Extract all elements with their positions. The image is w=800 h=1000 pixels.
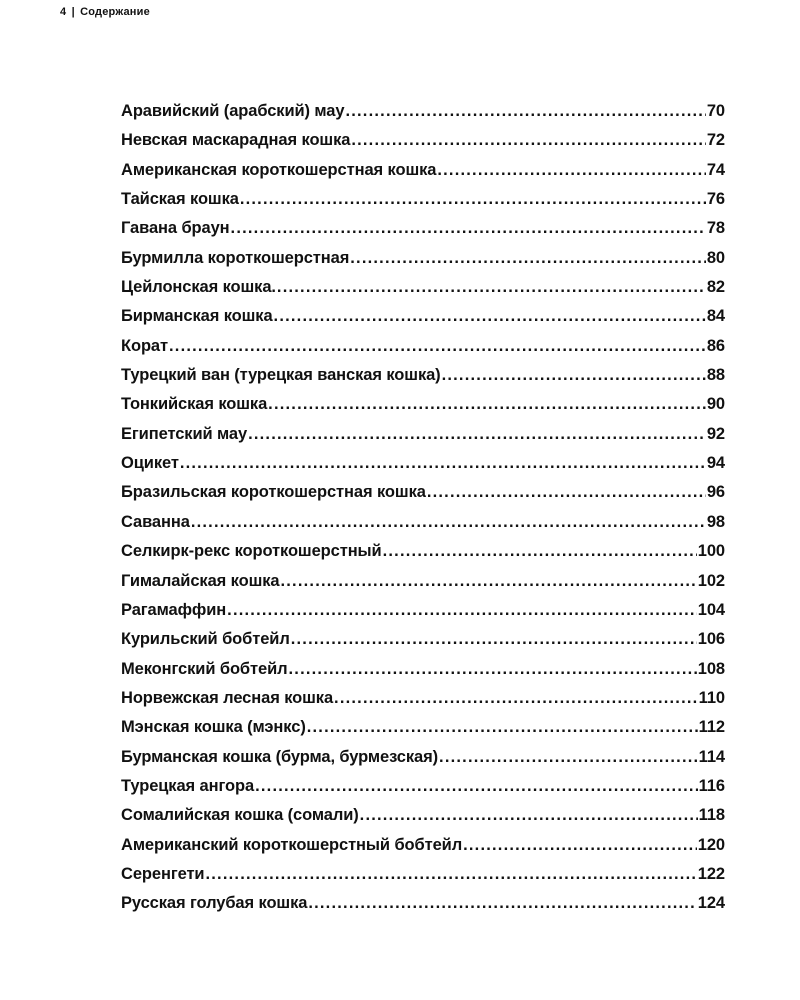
toc-entry-title: Русская голубая кошка <box>121 894 308 913</box>
toc-entry[interactable] <box>121 161 725 190</box>
toc-entry-page-number: 70 <box>706 102 725 120</box>
toc-entry-title: Сомалийская кошка (сомали) <box>121 806 359 825</box>
toc-dot-leader <box>427 483 706 502</box>
toc-entry-page-number: 118 <box>698 806 725 825</box>
toc-dot-leader <box>351 131 706 150</box>
toc-entry-title: Тонкийская кошка <box>121 395 268 414</box>
toc-entry-page-number: 74 <box>706 160 725 179</box>
toc-entry[interactable] <box>121 366 725 395</box>
toc-dot-leader <box>383 542 697 561</box>
toc-entry[interactable] <box>121 542 725 571</box>
toc-entry-title: Бирманская кошка <box>121 307 273 326</box>
toc-dot-leader <box>255 777 698 796</box>
toc-entry-title: Невская маскарадная кошка <box>121 131 351 150</box>
toc-entry-page-number: 86 <box>706 336 725 355</box>
toc-entry[interactable] <box>121 190 725 219</box>
toc-dot-leader <box>437 161 706 180</box>
toc-entry[interactable] <box>121 806 725 835</box>
toc-entry-page-number: 112 <box>698 718 725 737</box>
toc-dot-leader <box>274 307 706 326</box>
toc-entry-title: Бурмилла короткошерстная <box>121 248 350 267</box>
toc-entry-page-number: 116 <box>698 776 725 795</box>
toc-entry-title: Оцикет <box>121 454 179 473</box>
toc-entry[interactable] <box>121 513 725 542</box>
header-separator: | <box>71 6 75 18</box>
toc-entry-page-number: 98 <box>706 512 725 531</box>
toc-entry[interactable] <box>121 337 725 366</box>
toc-dot-leader <box>291 630 697 649</box>
toc-entry-title: Американская короткошерстная кошка <box>121 160 437 179</box>
toc-entry[interactable] <box>121 102 725 131</box>
toc-entry-page-number: 92 <box>706 424 725 443</box>
toc-entry-title: Меконгский бобтейл <box>121 659 288 678</box>
toc-entry-page-number: 80 <box>706 248 725 267</box>
toc-entry-title: Корат <box>121 336 168 355</box>
toc-entry-title: Гавана браун <box>121 219 230 238</box>
toc-entry-page-number: 82 <box>706 278 725 297</box>
toc-entry-title: Курильский бобтейл <box>121 630 290 649</box>
toc-entry[interactable] <box>121 249 725 278</box>
toc-dot-leader <box>180 454 706 473</box>
toc-entry-page-number: 102 <box>697 571 725 590</box>
toc-entry-page-number: 96 <box>706 483 725 502</box>
toc-entry[interactable] <box>121 395 725 424</box>
toc-entry-page-number: 114 <box>698 747 725 766</box>
toc-dot-leader <box>439 748 698 767</box>
toc-dot-leader <box>308 894 696 913</box>
toc-entry[interactable] <box>121 777 725 806</box>
toc-entry-title: Тайская кошка <box>121 190 239 209</box>
toc-dot-leader <box>277 278 706 297</box>
toc-entry-page-number: 122 <box>697 864 725 883</box>
toc-dot-leader <box>248 425 706 444</box>
header-section-title: Содержание <box>80 6 150 18</box>
toc-dot-leader <box>205 865 696 884</box>
toc-entry[interactable] <box>121 718 725 747</box>
toc-dot-leader <box>289 660 697 679</box>
toc-dot-leader <box>442 366 706 385</box>
toc-entry[interactable] <box>121 425 725 454</box>
toc-entry-title: Селкирк-рекс короткошерстный <box>121 542 382 561</box>
toc-entry-title: Гималайская кошка <box>121 571 280 590</box>
toc-entry[interactable] <box>121 131 725 160</box>
toc-entry-title: Турецкая ангора <box>121 776 255 795</box>
toc-entry-page-number: 104 <box>697 600 725 619</box>
toc-entry[interactable] <box>121 454 725 483</box>
toc-entry[interactable] <box>121 572 725 601</box>
toc-dot-leader <box>169 337 706 356</box>
toc-dot-leader <box>345 102 705 121</box>
toc-entry-page-number: 90 <box>706 395 725 414</box>
toc-entry-page-number: 72 <box>706 131 725 150</box>
toc-entry-page-number: 78 <box>706 219 725 238</box>
table-of-contents <box>121 102 725 924</box>
toc-entry-title: Американский короткошерстный бобтейл <box>121 835 463 854</box>
toc-entry[interactable] <box>121 483 725 512</box>
toc-entry[interactable] <box>121 689 725 718</box>
toc-entry[interactable] <box>121 630 725 659</box>
toc-dot-leader <box>191 513 706 532</box>
toc-dot-leader <box>227 601 697 620</box>
toc-entry[interactable] <box>121 601 725 630</box>
toc-dot-leader <box>334 689 698 708</box>
toc-entry-page-number: 124 <box>697 894 725 913</box>
toc-entry-title: Рагамаффин <box>121 600 227 619</box>
toc-entry-title: Турецкий ван (турецкая ванская кошка) <box>121 366 441 385</box>
toc-entry-title: Египетский мау <box>121 424 248 443</box>
toc-entry[interactable] <box>121 219 725 248</box>
toc-entry[interactable] <box>121 278 725 307</box>
toc-entry-page-number: 76 <box>706 190 725 209</box>
toc-entry-title: Саванна <box>121 512 190 531</box>
toc-dot-leader <box>307 718 698 737</box>
toc-entry-title: Мэнская кошка (мэнкс) <box>121 718 306 737</box>
toc-entry-title: Бурманская кошка (бурма, бурмезская) <box>121 747 439 766</box>
toc-entry-title: Бразильская короткошерстная кошка <box>121 483 426 502</box>
toc-entry-page-number: 88 <box>706 366 725 385</box>
toc-dot-leader <box>280 572 696 591</box>
header-page-number: 4 <box>60 6 67 18</box>
toc-dot-leader <box>240 190 706 209</box>
toc-dot-leader <box>463 836 697 855</box>
toc-entry-page-number: 84 <box>706 307 725 326</box>
toc-entry-page-number: 110 <box>698 688 725 707</box>
toc-entry[interactable] <box>121 894 725 923</box>
toc-entry-title: Аравийский (арабский) мау <box>121 102 345 120</box>
toc-entry[interactable] <box>121 307 725 336</box>
toc-entry-page-number: 94 <box>706 454 725 473</box>
toc-dot-leader <box>360 806 698 825</box>
toc-entry[interactable] <box>121 865 725 894</box>
toc-entry-page-number: 106 <box>697 630 725 649</box>
toc-entry-page-number: 108 <box>697 659 725 678</box>
toc-entry[interactable] <box>121 660 725 689</box>
toc-dot-leader <box>231 219 706 238</box>
toc-entry[interactable] <box>121 836 725 865</box>
toc-entry-title: Цейлонская кошка. <box>121 278 276 297</box>
toc-dot-leader <box>350 249 706 268</box>
running-head <box>60 6 150 18</box>
toc-entry-page-number: 120 <box>697 835 725 854</box>
toc-entry-title: Серенгети <box>121 864 205 883</box>
toc-entry-page-number: 100 <box>697 542 725 561</box>
toc-dot-leader <box>268 395 706 414</box>
toc-entry-title: Норвежская лесная кошка <box>121 688 334 707</box>
toc-entry[interactable] <box>121 748 725 777</box>
